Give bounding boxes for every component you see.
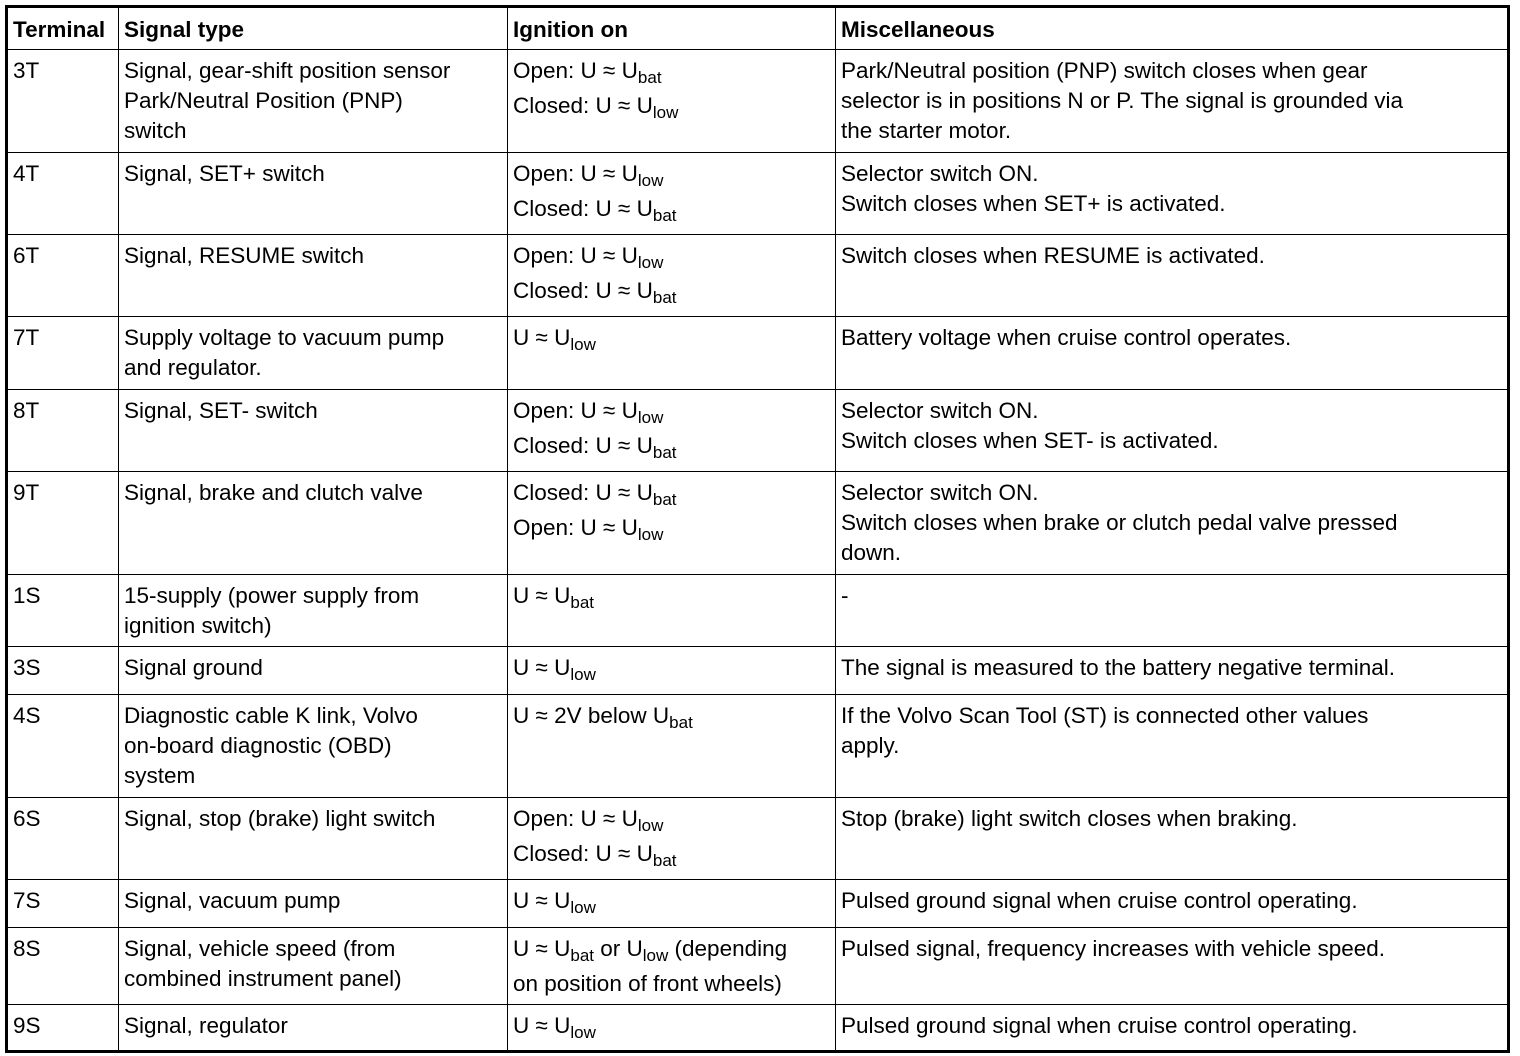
ignition-line: [513, 393, 831, 428]
cell-ignition-on: [508, 472, 836, 575]
ignition-text: (depending: [668, 936, 788, 961]
voltage-subscript: bat: [652, 206, 677, 225]
ignition-text: Closed: U ≈ U: [513, 196, 653, 221]
cell-signal-type: [119, 50, 508, 153]
header-terminal: Terminal: [7, 7, 119, 50]
signal-type-line: Signal, regulator: [124, 1013, 288, 1038]
table-header: [7, 7, 1509, 50]
table-row: [7, 880, 1509, 928]
misc-line: Pulsed ground signal when cruise control operating.: [841, 888, 1358, 913]
cell-miscellaneous: [836, 317, 1509, 390]
ignition-text: Closed: U ≈ U: [513, 278, 653, 303]
ignition-line: [513, 320, 831, 355]
signal-type-line: on-board diagnostic (OBD): [124, 733, 392, 758]
ignition-text: U ≈ U: [513, 888, 571, 913]
ignition-text: Closed: U ≈ U: [513, 433, 653, 458]
misc-line: Switch closes when RESUME is activated.: [841, 243, 1265, 268]
ignition-text: Closed: U ≈ U: [513, 480, 653, 505]
cell-ignition-on: [508, 153, 836, 235]
cell-terminal: 4S: [7, 695, 119, 798]
cell-miscellaneous: [836, 1005, 1509, 1052]
misc-line: Switch closes when brake or clutch pedal valve pressed: [841, 510, 1398, 535]
cell-signal-type: [119, 928, 508, 1005]
ignition-line: [513, 578, 831, 613]
cell-terminal: 6S: [7, 798, 119, 880]
ignition-line: [513, 698, 831, 733]
ignition-line: [513, 1008, 831, 1043]
misc-line: -: [841, 583, 849, 608]
misc-line: Switch closes when SET+ is activated.: [841, 191, 1226, 216]
ignition-text: U ≈ 2V below U: [513, 703, 670, 728]
ignition-line: [513, 801, 831, 836]
ignition-line: [513, 88, 831, 123]
misc-line: Selector switch ON.: [841, 480, 1039, 505]
signal-type-line: system: [124, 763, 196, 788]
ignition-text: U ≈ U: [513, 325, 571, 350]
ignition-line: [513, 966, 831, 1001]
ignition-line: [513, 238, 831, 273]
ignition-text: U ≈ U: [513, 655, 571, 680]
ignition-text: U ≈ U: [513, 1013, 571, 1038]
cell-terminal: 7T: [7, 317, 119, 390]
ignition-line: [513, 510, 831, 545]
cell-signal-type: [119, 472, 508, 575]
misc-line: selector is in positions N or P. The signal is grounded via: [841, 88, 1403, 113]
misc-line: Selector switch ON.: [841, 161, 1039, 186]
ignition-text: Open: U ≈ U: [513, 806, 638, 831]
voltage-subscript: low: [570, 335, 596, 354]
cell-terminal: 6T: [7, 235, 119, 317]
signal-type-line: Park/Neutral Position (PNP): [124, 88, 403, 113]
cell-ignition-on: [508, 390, 836, 472]
misc-line: down.: [841, 540, 902, 565]
misc-line: Pulsed ground signal when cruise control operating.: [841, 1013, 1358, 1038]
signal-type-line: Signal, stop (brake) light switch: [124, 806, 436, 831]
cell-ignition-on: [508, 235, 836, 317]
cell-signal-type: [119, 880, 508, 928]
ignition-line: [513, 156, 831, 191]
table-body: [7, 50, 1509, 1052]
cell-ignition-on: [508, 1005, 836, 1052]
ignition-line: [513, 53, 831, 88]
cell-miscellaneous: [836, 798, 1509, 880]
cell-miscellaneous: [836, 928, 1509, 1005]
cell-ignition-on: [508, 928, 836, 1005]
ignition-text: Closed: U ≈ U: [513, 93, 653, 118]
cell-signal-type: [119, 647, 508, 695]
signal-type-line: Signal, vacuum pump: [124, 888, 341, 913]
ignition-line: [513, 191, 831, 226]
signal-type-line: Signal ground: [124, 655, 263, 680]
cell-signal-type: [119, 235, 508, 317]
cell-terminal: 3S: [7, 647, 119, 695]
signal-type-line: and regulator.: [124, 355, 262, 380]
misc-line: Pulsed signal, frequency increases with vehicle speed.: [841, 936, 1386, 961]
cell-miscellaneous: [836, 647, 1509, 695]
voltage-subscript: low: [637, 816, 664, 835]
cell-ignition-on: [508, 880, 836, 928]
voltage-subscript: low: [570, 898, 596, 917]
ignition-text: Open: U ≈ U: [513, 398, 638, 423]
signal-type-line: Diagnostic cable K link, Volvo: [124, 703, 418, 728]
cell-terminal: 8T: [7, 390, 119, 472]
header-row: [7, 7, 1509, 50]
ignition-text: U ≈ U: [513, 583, 571, 608]
voltage-subscript: bat: [652, 851, 677, 870]
cell-ignition-on: [508, 647, 836, 695]
ignition-text: Open: U ≈ U: [513, 161, 638, 186]
ignition-line: [513, 931, 831, 966]
table-row: [7, 390, 1509, 472]
misc-line: Park/Neutral position (PNP) switch closes when gear: [841, 58, 1368, 83]
cell-terminal: 8S: [7, 928, 119, 1005]
misc-line: Battery voltage when cruise control operates.: [841, 325, 1292, 350]
ignition-line: [513, 836, 831, 871]
voltage-subscript: low: [570, 1023, 596, 1042]
ignition-line: [513, 428, 831, 463]
ignition-text: on position of front wheels): [513, 971, 782, 996]
voltage-subscript: low: [642, 946, 669, 965]
cell-signal-type: [119, 390, 508, 472]
voltage-subscript: bat: [652, 443, 677, 462]
table-row: [7, 235, 1509, 317]
cell-signal-type: [119, 575, 508, 647]
voltage-subscript: low: [637, 253, 664, 272]
cell-terminal: 1S: [7, 575, 119, 647]
ignition-text: Open: U ≈ U: [513, 58, 638, 83]
header-miscellaneous: Miscellaneous: [836, 7, 1509, 50]
cell-terminal: 3T: [7, 50, 119, 153]
signal-type-line: Signal, SET+ switch: [124, 161, 325, 186]
table-row: [7, 472, 1509, 575]
table-row: [7, 153, 1509, 235]
ignition-line: [513, 475, 831, 510]
cell-miscellaneous: [836, 575, 1509, 647]
cell-signal-type: [119, 317, 508, 390]
table-row: [7, 1005, 1509, 1052]
ignition-text: Open: U ≈ U: [513, 515, 638, 540]
voltage-subscript: low: [637, 408, 664, 427]
voltage-subscript: bat: [570, 593, 594, 612]
ignition-text: Open: U ≈ U: [513, 243, 638, 268]
misc-line: Selector switch ON.: [841, 398, 1039, 423]
signal-type-line: Supply voltage to vacuum pump: [124, 325, 445, 350]
cell-terminal: 9T: [7, 472, 119, 575]
ignition-line: [513, 273, 831, 308]
cell-ignition-on: [508, 50, 836, 153]
signal-type-line: 15-supply (power supply from: [124, 583, 420, 608]
voltage-subscript: bat: [669, 713, 693, 732]
table-row: [7, 928, 1509, 1005]
ignition-line: [513, 650, 831, 685]
table-row: [7, 695, 1509, 798]
cell-terminal: 9S: [7, 1005, 119, 1052]
cell-ignition-on: [508, 317, 836, 390]
cell-signal-type: [119, 153, 508, 235]
cell-miscellaneous: [836, 235, 1509, 317]
voltage-subscript: bat: [652, 288, 677, 307]
cell-terminal: 4T: [7, 153, 119, 235]
table-row: [7, 575, 1509, 647]
misc-line: Switch closes when SET- is activated.: [841, 428, 1219, 453]
ignition-line: [513, 883, 831, 918]
cell-terminal: 7S: [7, 880, 119, 928]
cell-miscellaneous: [836, 695, 1509, 798]
cell-miscellaneous: [836, 472, 1509, 575]
cell-miscellaneous: [836, 50, 1509, 153]
misc-line: Stop (brake) light switch closes when braking.: [841, 806, 1298, 831]
cell-ignition-on: [508, 798, 836, 880]
signal-type-line: switch: [124, 118, 187, 143]
misc-line: If the Volvo Scan Tool (ST) is connected other values: [841, 703, 1369, 728]
table-row: [7, 647, 1509, 695]
cell-ignition-on: [508, 575, 836, 647]
signal-type-line: Signal, brake and clutch valve: [124, 480, 423, 505]
ignition-text: Closed: U ≈ U: [513, 841, 653, 866]
signal-type-line: ignition switch): [124, 613, 272, 638]
voltage-subscript: bat: [570, 946, 594, 965]
voltage-subscript: bat: [637, 68, 662, 87]
signal-type-line: Signal, vehicle speed (from: [124, 936, 396, 961]
cell-signal-type: [119, 695, 508, 798]
table-row: [7, 50, 1509, 153]
signal-type-line: Signal, gear-shift position sensor: [124, 58, 451, 83]
misc-line: the starter motor.: [841, 118, 1012, 143]
voltage-subscript: low: [652, 103, 679, 122]
header-ignition-on: Ignition on: [508, 7, 836, 50]
table-row: [7, 317, 1509, 390]
voltage-subscript: bat: [652, 490, 677, 509]
misc-line: The signal is measured to the battery negative terminal.: [841, 655, 1396, 680]
signal-type-line: Signal, SET- switch: [124, 398, 318, 423]
signal-type-line: Signal, RESUME switch: [124, 243, 365, 268]
cell-miscellaneous: [836, 880, 1509, 928]
signal-type-line: combined instrument panel): [124, 966, 402, 991]
header-signal-type: Signal type: [119, 7, 508, 50]
table-row: [7, 798, 1509, 880]
cell-miscellaneous: [836, 153, 1509, 235]
ignition-text: U ≈ U: [513, 936, 571, 961]
voltage-subscript: low: [637, 171, 664, 190]
ignition-text: or U: [594, 936, 643, 961]
misc-line: apply.: [841, 733, 900, 758]
cell-signal-type: [119, 1005, 508, 1052]
cell-miscellaneous: [836, 390, 1509, 472]
terminal-signal-table: [5, 5, 1510, 1053]
voltage-subscript: low: [570, 665, 596, 684]
cell-ignition-on: [508, 695, 836, 798]
voltage-subscript: low: [637, 525, 664, 544]
cell-signal-type: [119, 798, 508, 880]
